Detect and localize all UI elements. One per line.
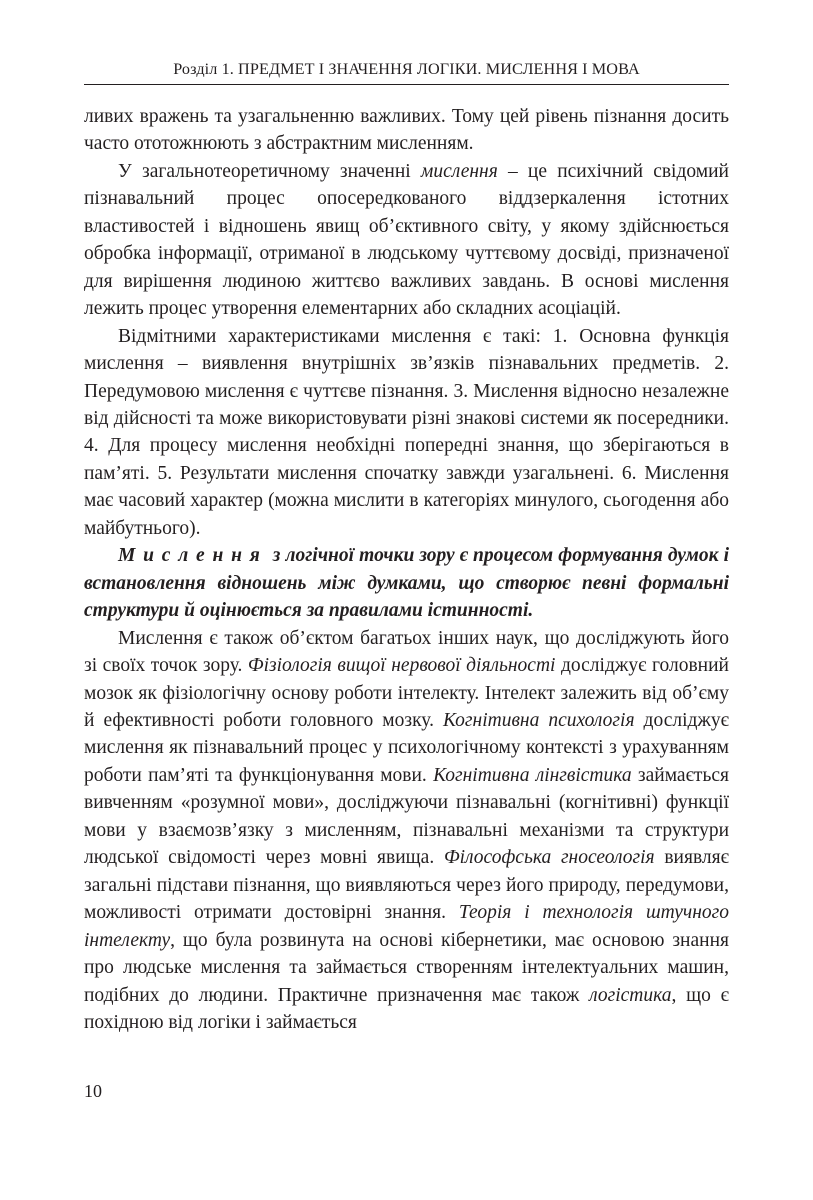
text-run: займається вивченням «розумної мови», досліджуючи пізнавальні (когнітивні) функції мови у взаємозв’язку з мисленням, пізнавальні механізми та структури людської свідомості через мовні явища.	[84, 764, 729, 869]
term-physiology: Фізіологія вищої нервової діяльності	[247, 655, 556, 677]
definition-term: Мислення	[118, 545, 268, 567]
term-gnoseology: Філософська гносеологія	[443, 847, 655, 869]
text-run: досліджує головний мозок як фізіологічну основу роботи інтелекту. Інтелект залежить від об’єму й ефективності роботи головного мозку.	[84, 655, 729, 731]
text-run: У загальнотеоретичному значенні	[118, 160, 421, 182]
paragraph-characteristics: Відмітними характеристиками мислення є такі: 1. Основна функція мислення – виявлення внутрішніх зв’язків пізнавальних предметів. 2. Передумовою мислення є чуттєве пізнання. 3. Мислення відносно незалежне від дійсності та може використовувати різні знакові системи як посередники. 4. Для процесу мислення необхідні попередні знання, що зберігаються в пам’яті. 5. Результати мислення спочатку завжди узагальнені. 6. Мислення має часовий характер (можна мислити в категоріях минулого, сьогодення або майбутнього).	[84, 325, 729, 539]
term-cognitive-linguistics: Когнітивна лінгвістика	[433, 764, 632, 786]
text-run: , що є похідною від логіки і займається	[84, 984, 730, 1033]
paragraph-thinking-definition	[84, 158, 729, 323]
text-run: досліджує мислення як пізнавальний процес у психологічному контексті з урахуванням роботи пам’яті та функціонування мови.	[84, 709, 730, 786]
term-cognitive-psychology: Когнітивна психологія	[442, 709, 635, 731]
page-number: 10	[84, 1081, 102, 1101]
page-body	[84, 103, 729, 1036]
running-header: Розділ 1. ПРЕДМЕТ І ЗНАЧЕННЯ ЛОГІКИ. МИСЛЕННЯ І МОВА	[173, 60, 640, 78]
paragraph-continuation: ливих вражень та узагальненню важливих. Тому цей рівень пізнання досить часто ототожнюють з абстрактним мисленням.	[84, 106, 729, 155]
term-artificial-intelligence: Теорія і технологія штучного інтелекту	[84, 902, 729, 951]
term-thinking: мислення	[420, 160, 498, 182]
header-rule	[84, 84, 729, 85]
text-run: Мислення є також об’єктом багатьох інших наук, що досліджують його зі своїх точок зору.	[84, 627, 729, 677]
definition-text: з логічної точки зору є процесом формування думок і встановлення відношень між думками, що створює певні формальні структури й оцінюється за правилами істинності.	[84, 545, 729, 622]
text-run: виявляє загальні підстави пізнання, що виявляються через його природу, передумови, можливості отримати достовірні знання.	[84, 847, 729, 924]
paragraph-other-sciences	[84, 625, 729, 1037]
text-run: , що була розвинута на основі кібернетики, має основою знання про людське мислення та займається створенням інтелектуальних машин, подібних до людини. Практичне призначення має також	[84, 929, 729, 1006]
logical-definition	[84, 542, 729, 624]
text-run: – це психічний свідомий пізнавальний процес опосередкованого віддзеркалення істотних властивостей і відношень явищ об’єктивного світу, у якому здійснюється обробка інформації, отриманої в людському чуттєвому досвіді, призначеної для вирішення людиною життєво важливих завдань. В основі мислення лежить процес утворення елементарних або складних асоціацій.	[84, 160, 729, 320]
term-logistics: логістика	[589, 984, 672, 1006]
